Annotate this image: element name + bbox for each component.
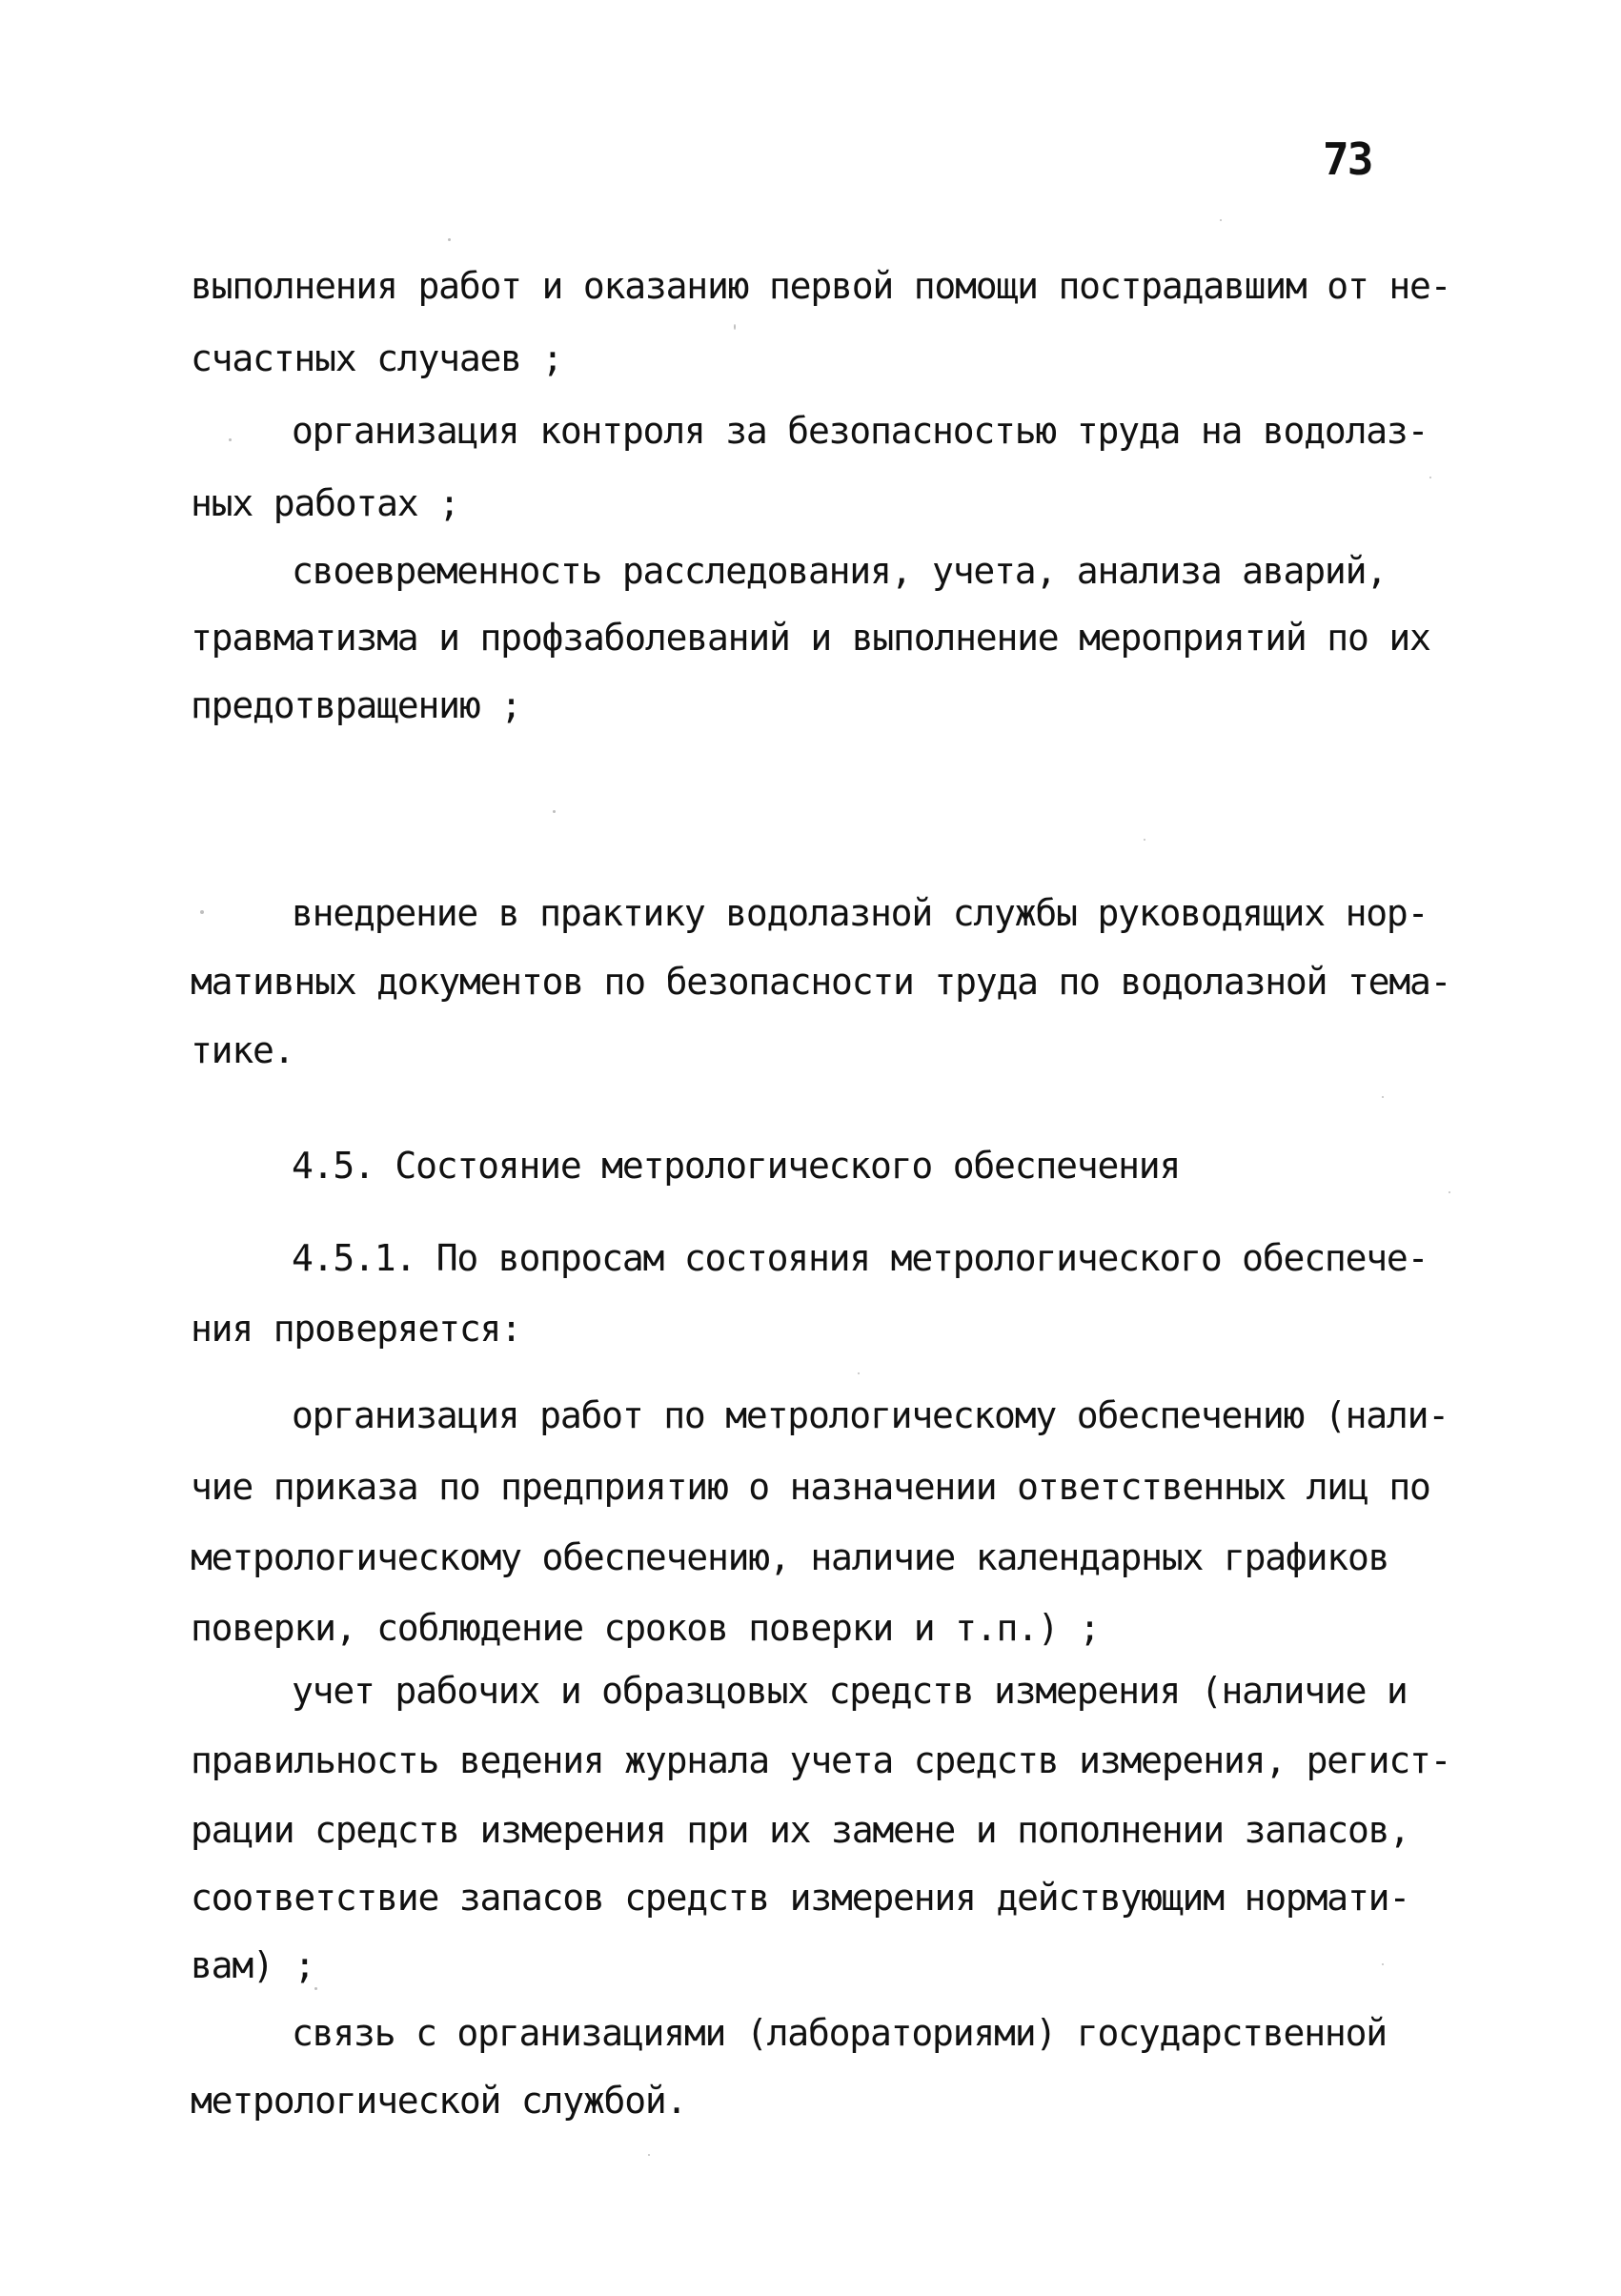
scan-speck bbox=[314, 1987, 317, 1990]
scan-speck bbox=[734, 324, 736, 330]
text-line: вам) ; bbox=[191, 1944, 315, 1986]
text-line: учет рабочих и образцовых средств измерения (наличие и bbox=[292, 1670, 1408, 1712]
scan-speck bbox=[648, 2154, 650, 2156]
scan-speck bbox=[1144, 839, 1145, 841]
scan-speck bbox=[229, 438, 232, 441]
text-line: тике. bbox=[191, 1029, 294, 1071]
page-number: 73 bbox=[1323, 133, 1372, 185]
text-line: внедрение в практику водолазной службы руководящих нор- bbox=[292, 892, 1429, 934]
scan-speck bbox=[553, 810, 556, 813]
text-line: предотвращению ; bbox=[191, 684, 521, 726]
text-line: поверки, соблюдение сроков поверки и т.п.) ; bbox=[191, 1607, 1100, 1649]
text-line: связь с организациями (лабораториями) государственной bbox=[292, 2012, 1387, 2054]
text-line: организация работ по метрологическому обеспечению (нали- bbox=[292, 1394, 1449, 1436]
text-line: выполнения работ и оказанию первой помощи пострадавшим от не- bbox=[191, 265, 1451, 307]
scan-speck bbox=[1449, 1191, 1450, 1193]
scan-speck bbox=[200, 910, 204, 914]
scan-speck bbox=[858, 1372, 860, 1374]
scan-speck bbox=[1429, 477, 1431, 478]
text-line: мативных документов по безопасности труда по водолазной тема- bbox=[191, 961, 1451, 1003]
scan-speck bbox=[1382, 1096, 1384, 1098]
section-heading: 4.5. Состояние метрологического обеспечения bbox=[292, 1145, 1181, 1187]
text-line: 4.5.1. По вопросам состояния метрологического обеспече- bbox=[292, 1237, 1429, 1279]
scan-speck bbox=[1220, 219, 1222, 221]
text-line: метрологической службой. bbox=[191, 2080, 687, 2122]
text-line: организация контроля за безопасностью труда на водолаз- bbox=[292, 410, 1429, 452]
text-line: чие приказа по предприятию о назначении ответственных лиц по bbox=[191, 1466, 1430, 1508]
text-line: правильность ведения журнала учета средств измерения, регист- bbox=[191, 1739, 1451, 1781]
text-line: травматизма и профзаболеваний и выполнение мероприятий по их bbox=[191, 617, 1430, 659]
text-line: ных работах ; bbox=[191, 482, 459, 524]
text-line: соответствие запасов средств измерения действующим нормати- bbox=[191, 1877, 1409, 1919]
text-line: метрологическому обеспечению, наличие календарных графиков bbox=[191, 1536, 1389, 1578]
scan-speck bbox=[1382, 1963, 1384, 1965]
text-line: своевременность расследования, учета, анализа аварий, bbox=[292, 550, 1387, 592]
text-line: рации средств измерения при их замене и пополнении запасов, bbox=[191, 1809, 1409, 1851]
text-line: счастных случаев ; bbox=[191, 337, 563, 379]
text-line: ния проверяется: bbox=[191, 1308, 521, 1350]
scan-speck bbox=[448, 238, 451, 241]
